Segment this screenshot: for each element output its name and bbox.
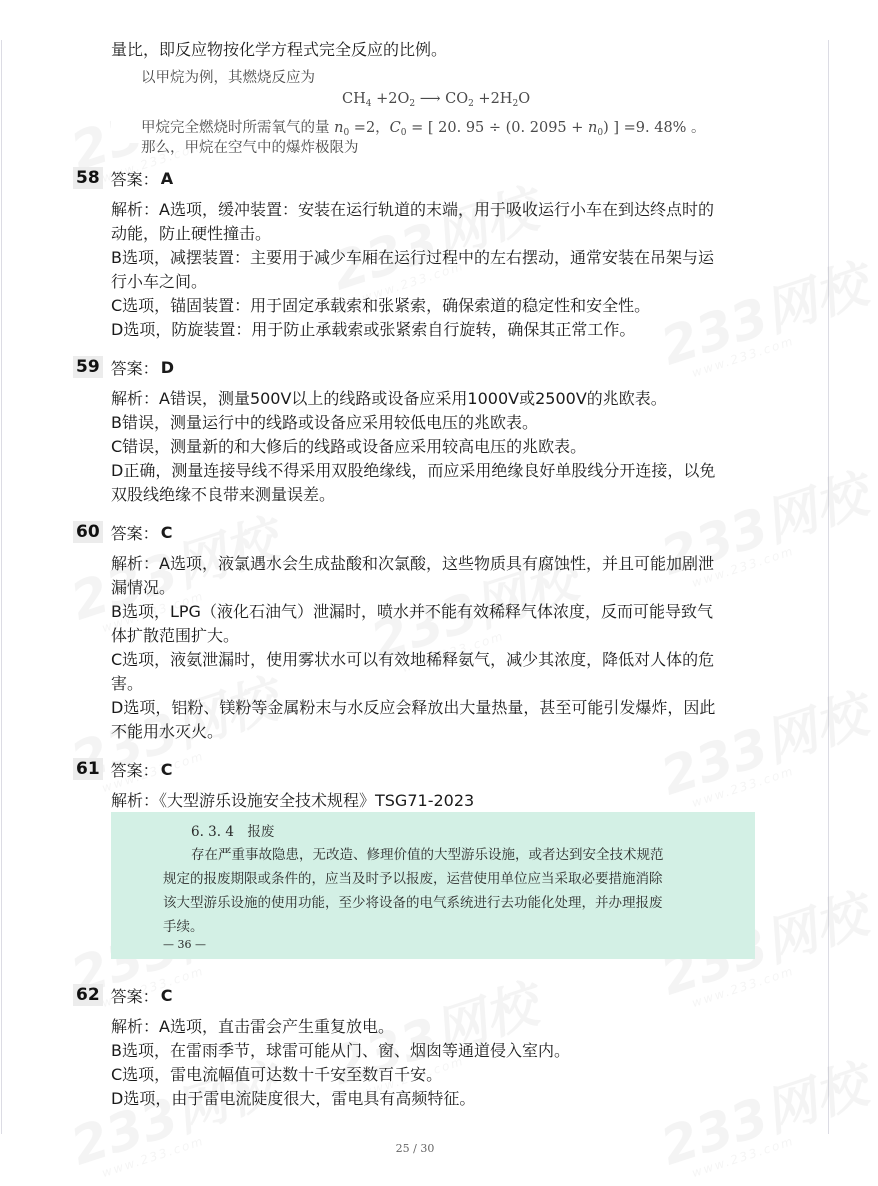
explanation-line: 动能，防止硬性撞击。 [111, 224, 272, 243]
explanation-line: 双股线绝缘不良带来测量误差。 [111, 485, 336, 504]
explanation-line: 漏情况。 [111, 578, 176, 597]
formula-line-3: 甲烷完全燃烧时所需氧气的量 $n_0 =2$，$C_0$ = [ 20. 95 ÷ (0. $2095 + n_0$) ] =9. 48% 。 [141, 120, 706, 138]
explanation-line: 解析：《大型游乐设施安全技术规程》TSG71-2023 [111, 791, 475, 810]
explanation-line: C错误，测量新的和大修后的线路或设备应采用较高电压的兆欧表。 [111, 437, 587, 456]
intro-text: 量比，即反应物按化学方程式完全反应的比例。 [111, 40, 448, 59]
explanation-line: 不能用水灭火。 [111, 722, 224, 741]
excerpt-line: 手续。 [163, 919, 204, 935]
page-border-right [828, 40, 829, 1134]
answer-value: C [160, 985, 173, 1005]
formula-image [111, 62, 761, 156]
excerpt-line: 规定的报废期限或条件的，应当及时予以报废，运营使用单位应当采取必要措施消除 [163, 871, 663, 887]
answer-value: C [160, 759, 173, 779]
explanation-line: 解析：A错误，测量500V以上的线路或设备应采用1000V或2500V的兆欧表。 [111, 389, 667, 408]
question-number: 58 [73, 167, 103, 189]
answer-label: 答案： [110, 523, 159, 543]
explanation-line: D选项，由于雷电流陡度很大，雷电具有高频特征。 [111, 1089, 476, 1108]
question-number: 60 [73, 521, 103, 543]
answer-value: D [160, 357, 174, 377]
explanation-line: D选项，防旋装置：用于防止承载索或张紧索自行旋转，确保其正常工作。 [111, 320, 636, 339]
explanation-line: C选项，雷电流幅值可达数十千安至数百千安。 [111, 1065, 443, 1084]
explanation-line: 解析：A选项，液氯遇水会生成盐酸和次氯酸，这些物质具有腐蚀性，并且可能加剧泄 [111, 554, 714, 573]
answer-label: 答案： [110, 760, 159, 780]
explanation-line: 体扩散范围扩大。 [111, 626, 240, 645]
explanation-59 [111, 387, 751, 507]
explanation-line: C选项，液氨泄漏时，使用雾状水可以有效地稀释氨气，减少其浓度，降低对人体的危 [111, 650, 715, 669]
formula-line-1: 以甲烷为例，其燃烧反应为 [141, 70, 315, 86]
answer-label: 答案： [110, 986, 159, 1006]
page-indicator: 25 / 30 [395, 1142, 435, 1155]
explanation-line: 解析：A选项，直击雷会产生重复放电。 [111, 1017, 394, 1036]
excerpt-line: 存在严重事故隐患，无改造、修理价值的大型游乐设施，或者达到安全技术规范 [191, 847, 664, 863]
explanation-line: 行小车之间。 [111, 272, 208, 291]
answer-value: A [160, 168, 174, 188]
answer-label: 答案： [110, 169, 159, 189]
explanation-line: 解析：A选项，缓冲装置：安装在运行轨道的末端，用于吸收运行小车在到达终点时的 [111, 200, 714, 219]
explanation-62 [111, 1015, 751, 1111]
explanation-line: B错误，测量运行中的线路或设备应采用较低电压的兆欧表。 [111, 413, 538, 432]
regulation-excerpt [111, 812, 755, 959]
question-number: 62 [73, 984, 103, 1006]
chemical-equation: $CH_4 +2O_2$ ⟶ $CO_2 +2H_2O$ [342, 91, 531, 109]
explanation-58 [111, 198, 751, 342]
explanation-line: B选项，在雷雨季节，球雷可能从门、窗、烟囱等通道侵入室内。 [111, 1041, 570, 1060]
question-number: 61 [73, 758, 103, 780]
explanation-60 [111, 552, 751, 744]
answer-label: 答案： [110, 358, 159, 378]
explanation-line: 害。 [111, 674, 144, 693]
explanation-line: D选项，铝粉、镁粉等金属粉末与水反应会释放出大量热量，甚至可能引发爆炸，因此 [111, 698, 716, 717]
explanation-line: C选项，锚固装置：用于固定承载索和张紧索，确保索道的稳定性和安全性。 [111, 296, 651, 315]
answer-value: C [160, 522, 173, 542]
question-number: 59 [73, 356, 103, 378]
question-header-58 [73, 167, 173, 189]
question-header-61 [73, 758, 172, 780]
question-header-60 [73, 521, 172, 543]
formula-line-cut: 那么，甲烷在空气中的爆炸极限为 [141, 140, 359, 156]
excerpt-page-ref: — 36 — [163, 938, 206, 951]
explanation-line: B选项，减摆装置：主要用于减少车厢在运行过程中的左右摆动，通常安装在吊架与运 [111, 248, 714, 267]
question-header-62 [73, 984, 172, 1006]
explanation-61 [111, 789, 751, 813]
page-border-left [1, 40, 2, 1134]
excerpt-heading: 6. 3. 4 报废 [191, 824, 275, 840]
explanation-line: D正确，测量连接导线不得采用双股绝缘线，而应采用绝缘良好单股线分开连接，以免 [111, 461, 716, 480]
excerpt-line: 该大型游乐设施的使用功能，至少将设备的电气系统进行去功能化处理，并办理报废 [163, 895, 663, 911]
question-header-59 [73, 356, 174, 378]
explanation-line: B选项，LPG（液化石油气）泄漏时，喷水并不能有效稀释气体浓度，反而可能导致气 [111, 602, 713, 621]
